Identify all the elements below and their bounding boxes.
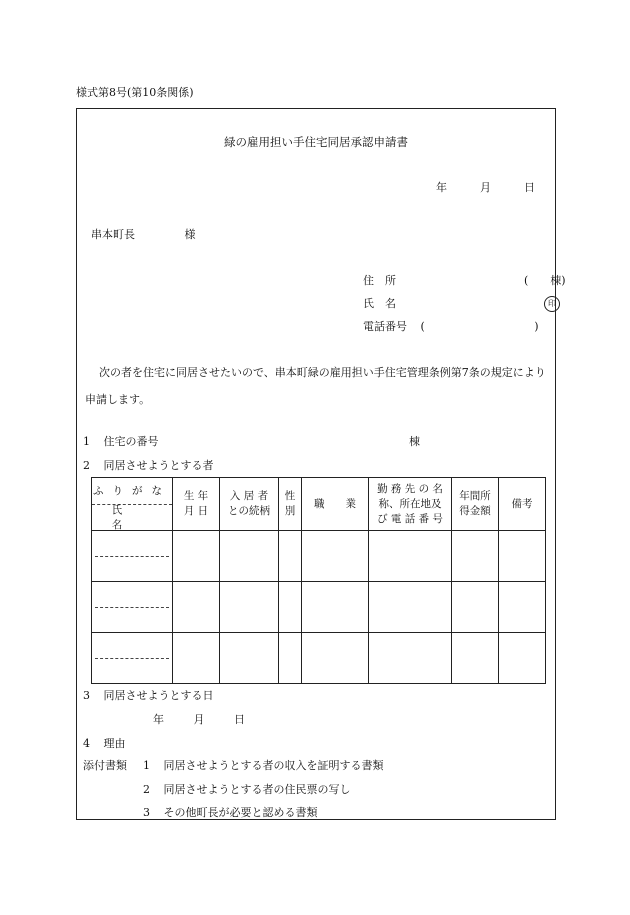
attachment-item-1 <box>143 757 384 773</box>
applicant-name-row <box>363 295 560 312</box>
item-label: 理由 <box>103 737 126 750</box>
header-text: 生 年 <box>183 490 209 502</box>
cell-workplace[interactable] <box>369 531 452 582</box>
date-day: 日 <box>524 181 535 194</box>
header-name: 氏名 <box>111 503 153 531</box>
header-relation <box>220 478 279 531</box>
cell-occupation[interactable] <box>302 633 369 684</box>
header-text: 勤 務 先 の 名 <box>377 482 443 495</box>
cell-relation[interactable] <box>220 582 279 633</box>
header-text: との続柄 <box>228 505 270 517</box>
cohab-day: 日 <box>234 713 245 726</box>
attachment-item-2 <box>143 781 351 797</box>
item-label: 同居させようとする日 <box>103 689 214 702</box>
table-row <box>92 582 546 633</box>
cell-income[interactable] <box>452 582 499 633</box>
header-income <box>452 478 499 531</box>
attachments-label: 添付書類 <box>83 759 127 772</box>
cohab-year: 年 <box>153 713 164 726</box>
attachment-number: 1 <box>143 759 150 772</box>
cell-relation[interactable] <box>220 633 279 684</box>
cell-birthdate[interactable] <box>173 633 220 684</box>
cell-income[interactable] <box>452 633 499 684</box>
header-text: 得金額 <box>459 505 491 517</box>
item-label: 同居させようとする者 <box>103 459 214 472</box>
phone-close-paren: ) <box>534 320 539 333</box>
cell-sex[interactable] <box>279 633 302 684</box>
item-number: 2 <box>83 459 90 472</box>
cell-income[interactable] <box>452 531 499 582</box>
item-label: 住宅の番号 <box>103 435 159 448</box>
seal-mark-icon: 印 <box>544 296 560 312</box>
cell-workplace[interactable] <box>369 582 452 633</box>
house-number-suffix: 棟 <box>409 435 420 448</box>
table-header-row <box>92 478 546 531</box>
header-furigana-name <box>92 478 173 531</box>
cell-relation[interactable] <box>220 531 279 582</box>
cohabitant-table <box>91 477 546 684</box>
phone-open-paren: ( <box>420 320 425 333</box>
cell-occupation[interactable] <box>302 582 369 633</box>
header-text: 称、所在地及 <box>378 497 442 510</box>
attachment-number: 2 <box>143 783 150 796</box>
application-statement: 次の者を住宅に同居させたいので、串本町緑の雇用担い手住宅管理条例第7条の規定により申請します。 <box>85 366 546 406</box>
header-remarks: 備考 <box>499 478 546 531</box>
attachment-text: 同居させようとする者の住民票の写し <box>163 783 351 796</box>
address-building-suffix: ( 棟) <box>524 274 566 287</box>
addressee-honorific: 様 <box>184 228 196 241</box>
cell-birthdate[interactable] <box>173 531 220 582</box>
applicant-phone-row <box>363 318 539 334</box>
cell-remarks[interactable] <box>499 531 546 582</box>
date-year: 年 <box>436 181 447 194</box>
header-text: 性 <box>284 490 296 502</box>
addressee-name: 串本町長 <box>91 228 135 241</box>
header-text: び 電 話 番 号 <box>377 512 443 525</box>
cell-remarks[interactable] <box>499 633 546 684</box>
cell-remarks[interactable] <box>499 582 546 633</box>
attachment-text: 同居させようとする者の収入を証明する書類 <box>163 759 384 772</box>
table-row <box>92 633 546 684</box>
item-cohabitant <box>83 457 214 473</box>
applicant-address-row <box>363 272 566 288</box>
cohabitation-date-line <box>153 711 245 727</box>
item-number: 4 <box>83 737 90 750</box>
header-occupation: 職 業 <box>302 478 369 531</box>
cell-sex[interactable] <box>279 531 302 582</box>
date-line <box>436 179 535 195</box>
cell-name[interactable] <box>92 633 173 684</box>
attachment-text: その他町長が必要と認める書類 <box>163 806 318 819</box>
item-house-number <box>83 433 420 449</box>
cohab-month: 月 <box>193 713 205 726</box>
header-text: 月 日 <box>183 505 209 517</box>
header-text: 入 居 者 <box>229 490 269 502</box>
header-furigana: ふりがな <box>92 478 172 505</box>
form-title: 緑の雇用担い手住宅同居承認申請書 <box>224 135 408 149</box>
header-text: 年間所 <box>459 490 491 502</box>
item-number: 3 <box>83 689 90 702</box>
addressee <box>91 226 196 242</box>
header-text: 別 <box>284 505 296 517</box>
address-label: 住 所 <box>363 274 396 287</box>
form-number-label: 様式第8号(第10条関係) <box>76 86 194 99</box>
header-workplace <box>369 478 452 531</box>
item-reason <box>83 735 126 751</box>
item-cohabitation-date <box>83 687 214 703</box>
cell-name[interactable] <box>92 582 173 633</box>
cell-sex[interactable] <box>279 582 302 633</box>
cell-workplace[interactable] <box>369 633 452 684</box>
item-number: 1 <box>83 435 90 448</box>
date-month: 月 <box>480 181 491 194</box>
phone-label: 電話番号 <box>363 320 407 333</box>
attachment-item-3 <box>143 804 318 820</box>
cell-birthdate[interactable] <box>173 582 220 633</box>
name-label: 氏 名 <box>363 297 396 310</box>
attachment-number: 3 <box>143 806 150 819</box>
table-row <box>92 531 546 582</box>
cell-name[interactable] <box>92 531 173 582</box>
header-birthdate <box>173 478 220 531</box>
header-sex <box>279 478 302 531</box>
cell-occupation[interactable] <box>302 531 369 582</box>
application-form <box>76 108 566 820</box>
